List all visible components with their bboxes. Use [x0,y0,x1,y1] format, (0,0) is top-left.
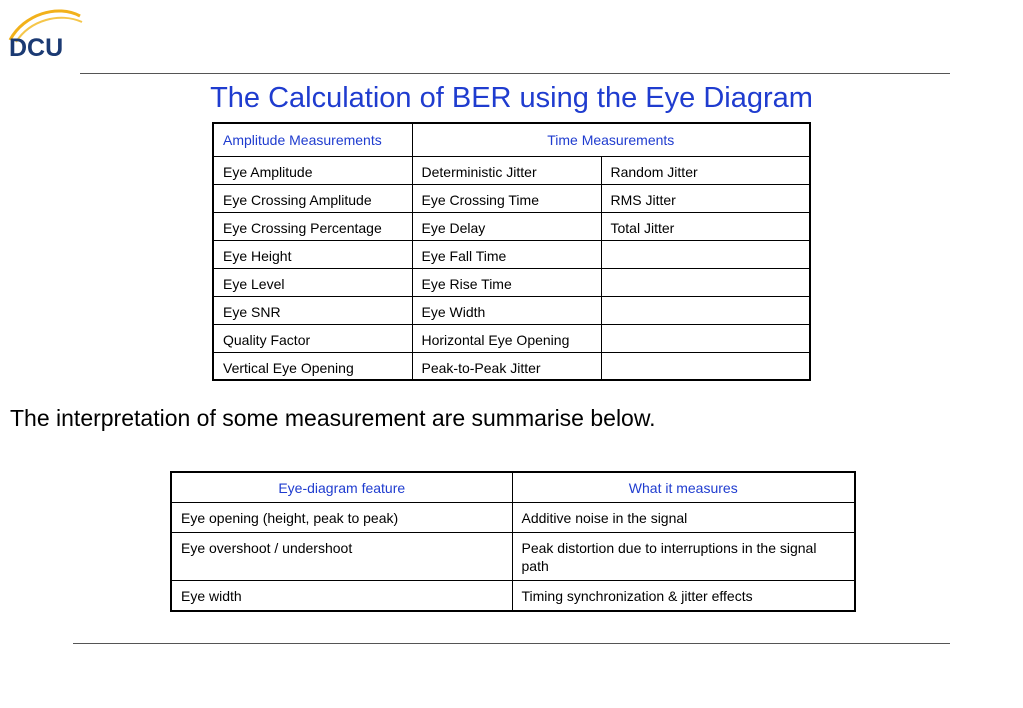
table-row [213,212,810,240]
table-cell: Eye opening (height, peak to peak) [171,503,512,533]
header-amplitude: Amplitude Measurements [213,123,412,156]
table-cell: Additive noise in the signal [512,503,855,533]
table-row [213,156,810,184]
table-cell: Eye Crossing Percentage [213,212,412,240]
table-header-row [213,123,810,156]
table-cell: Vertical Eye Opening [213,352,412,380]
bottom-divider [73,643,950,644]
table-cell: Eye width [171,581,512,612]
table-cell: Eye Delay [412,212,601,240]
table-cell [601,296,810,324]
summary-text: The interpretation of some measurement are summarise below. [10,405,656,431]
table-row [213,184,810,212]
table-cell [601,240,810,268]
table-row [213,324,810,352]
page-title: The Calculation of BER using the Eye Diagram [210,82,813,114]
table-row [213,268,810,296]
table-cell: Eye Rise Time [412,268,601,296]
table-cell: Deterministic Jitter [412,156,601,184]
table-cell: Horizontal Eye Opening [412,324,601,352]
table-cell: Eye Level [213,268,412,296]
table-row [213,240,810,268]
table-cell: Eye Crossing Amplitude [213,184,412,212]
table-row [213,296,810,324]
logo-text: DCU [9,34,64,62]
table-cell: Peak distortion due to interruptions in the signal path [512,533,855,581]
header-measures: What it measures [512,472,855,503]
table-row [171,533,855,581]
table-cell: Eye Amplitude [213,156,412,184]
table-row [213,352,810,380]
table-row [171,503,855,533]
table-cell: Quality Factor [213,324,412,352]
table-cell [601,268,810,296]
table-cell: Eye Fall Time [412,240,601,268]
table-cell: Eye Height [213,240,412,268]
table-cell: Random Jitter [601,156,810,184]
table-cell: Eye Width [412,296,601,324]
header-time: Time Measurements [412,123,810,156]
measurements-table [212,122,811,381]
table-cell [601,324,810,352]
table-cell: Peak-to-Peak Jitter [412,352,601,380]
table-cell: Eye Crossing Time [412,184,601,212]
top-divider [80,73,950,74]
interpretation-table [170,471,856,612]
table-cell: RMS Jitter [601,184,810,212]
table-cell: Eye overshoot / undershoot [171,533,512,581]
header-feature: Eye-diagram feature [171,472,512,503]
table-row [171,581,855,612]
table-header-row [171,472,855,503]
table-cell [601,352,810,380]
table-cell: Eye SNR [213,296,412,324]
table-cell: Total Jitter [601,212,810,240]
table-cell: Timing synchronization & jitter effects [512,581,855,612]
